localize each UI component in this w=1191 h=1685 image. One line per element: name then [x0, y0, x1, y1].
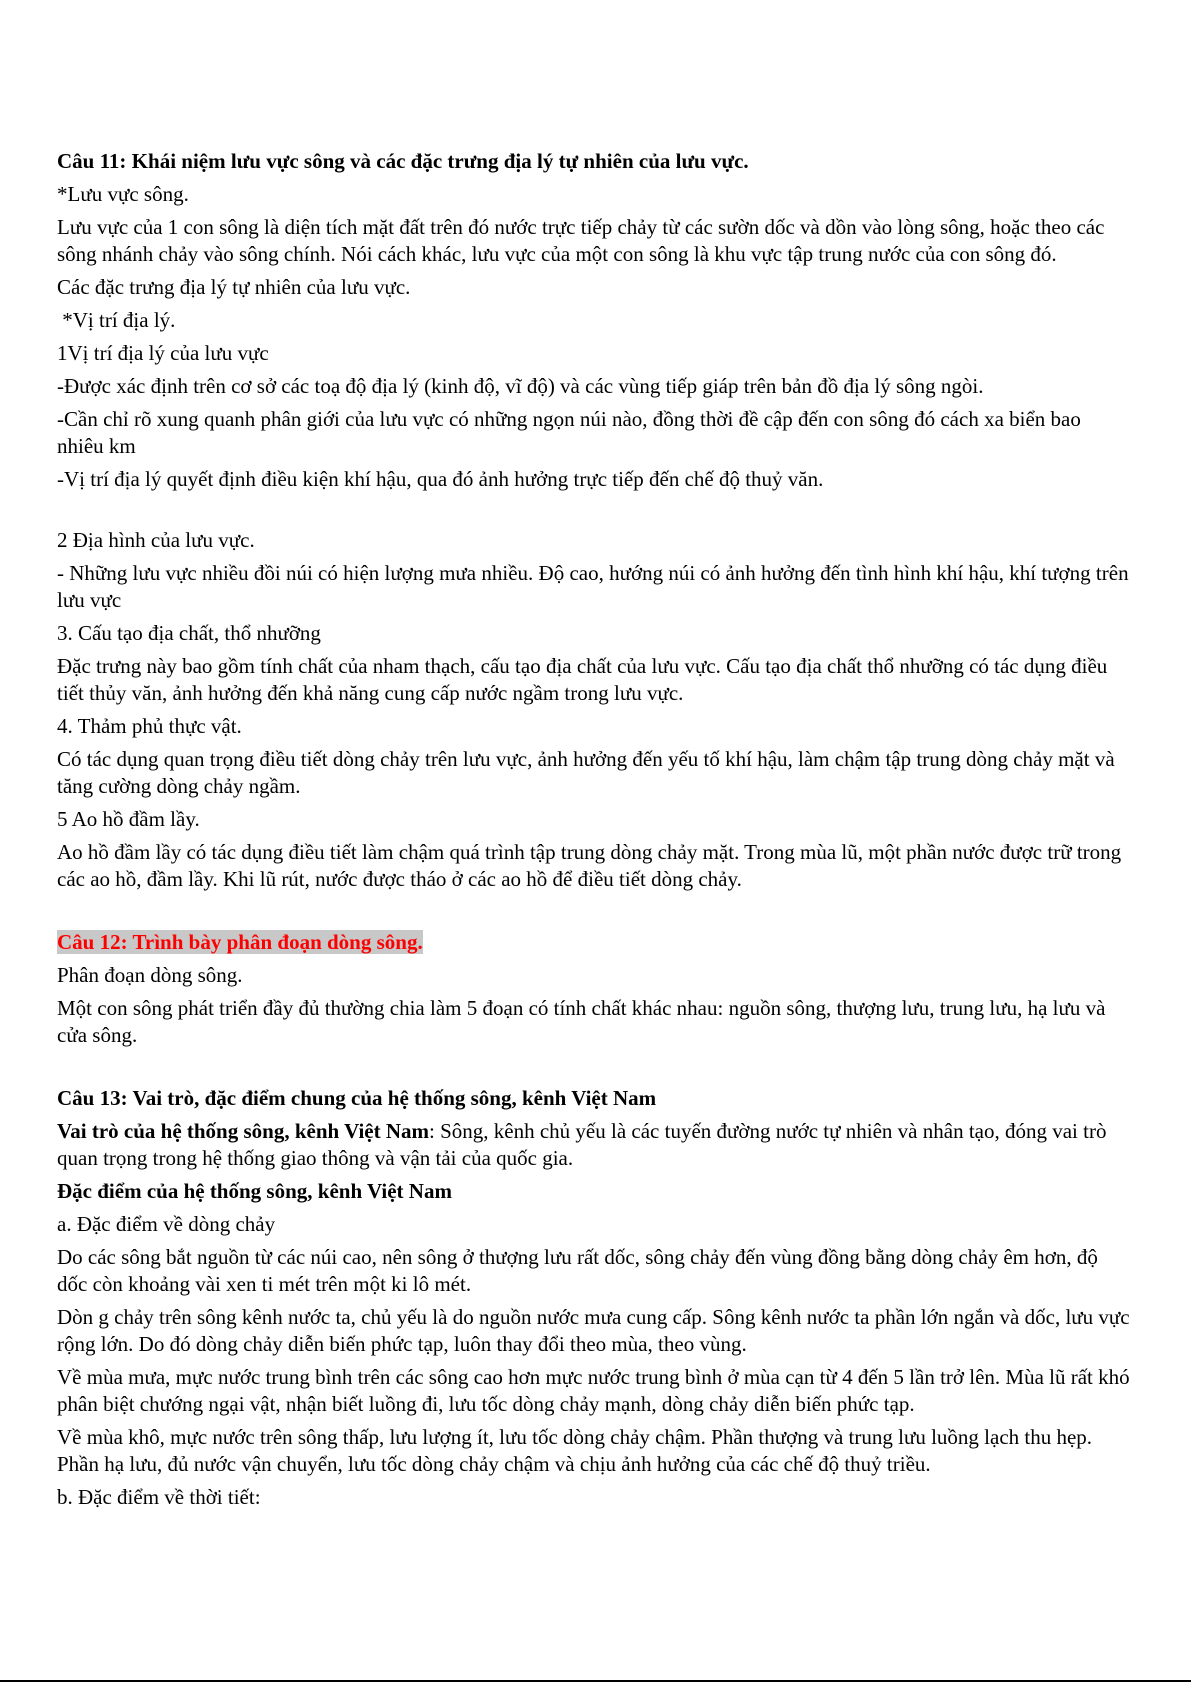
q11-terrain-text: - Những lưu vực nhiều đồi núi có hiện lượng mưa nhiều. Độ cao, hướng núi có ảnh hưởng đến tình hình khí hậu, khí tượng trên lưu vực — [57, 561, 1129, 612]
q11-terrain-heading: 2 Địa hình của lưu vực. — [57, 528, 255, 552]
q11-title: Câu 11: Khái niệm lưu vực sông và các đặc trưng địa lý tự nhiên của lưu vực. — [57, 149, 749, 173]
q11-features-heading: Các đặc trưng địa lý tự nhiên của lưu vực. — [57, 275, 411, 299]
spacer — [57, 1055, 1132, 1085]
q11-location-heading: *Vị trí địa lý. — [57, 308, 176, 332]
q11-vegetation-text: Có tác dụng quan trọng điều tiết dòng chảy trên lưu vực, ảnh hưởng đến yếu tố khí hậu, làm chậm tập trung dòng chảy mặt và tăng cường dòng chảy ngầm. — [57, 747, 1115, 798]
spacer — [57, 499, 1132, 527]
q12-subheading: Phân đoạn dòng sông. — [57, 963, 243, 987]
q11-location-1b: -Cần chỉ rõ xung quanh phân giới của lưu vực có những ngọn núi nào, đồng thời đề cập đến con sông đó cách xa biển bao nhiêu km — [57, 407, 1081, 458]
q13-role-label: Vai trò của hệ thống sông, kênh Việt Nam — [57, 1119, 430, 1143]
q13-flow-paragraph-3: Về mùa mưa, mực nước trung bình trên các sông cao hơn mực nước trung bình ở mùa cạn từ 4 đến 5 lần trở lên. Mùa lũ rất khó phân biệt chướng ngại vật, nhận biết luồng đi, lưu tốc dòng chảy mạnh, dòng chảy diễn biến phức tạp. — [57, 1365, 1130, 1416]
q12-title: Câu 12: Trình bày phân đoạn dòng sông. — [57, 930, 423, 954]
q13-flow-paragraph-1: Do các sông bắt nguồn từ các núi cao, nên sông ở thượng lưu rất dốc, sông chảy đến vùng đồng bằng dòng chảy êm hơn, độ dốc còn khoảng vài xen ti mét trên một ki lô mét. — [57, 1245, 1098, 1296]
q11-location-1c: -Vị trí địa lý quyết định điều kiện khí hậu, qua đó ảnh hưởng trực tiếp đến chế độ thuỷ văn. — [57, 467, 824, 491]
spacer — [57, 899, 1132, 929]
q13-flow-paragraph-2: Dòn g chảy trên sông kênh nước ta, chủ yếu là do nguồn nước mưa cung cấp. Sông kênh nước ta phần lớn ngắn và dốc, lưu vực rộng lớn. Do đó dòng chảy diễn biến phức tạp, luôn thay đổi theo mùa, theo vùng. — [57, 1305, 1130, 1356]
q13-title: Câu 13: Vai trò, đặc điểm chung của hệ thống sông, kênh Việt Nam — [57, 1086, 657, 1110]
q11-lakes-heading: 5 Ao hồ đầm lầy. — [57, 807, 200, 831]
q13-features-heading: Đặc điểm của hệ thống sông, kênh Việt Nam — [57, 1179, 452, 1203]
q12-text: Một con sông phát triển đầy đủ thường chia làm 5 đoạn có tính chất khác nhau: nguồn sông, thượng lưu, trung lưu, hạ lưu và cửa sông. — [57, 996, 1106, 1047]
q11-location-1a: -Được xác định trên cơ sở các toạ độ địa lý (kinh độ, vĩ độ) và các vùng tiếp giáp trên bản đồ địa lý sông ngòi. — [57, 374, 984, 398]
q13-role-text: : Sông, kênh chủ yếu là các tuyến đường nước tự nhiên và nhân tạo, đóng vai trò quan trọng trong hệ thống giao thông và vận tải của quốc gia. — [57, 1119, 1107, 1170]
page-bottom-rule — [0, 1680, 1191, 1682]
q11-lakes-text: Ao hồ đầm lầy có tác dụng điều tiết làm chậm quá trình tập trung dòng chảy mặt. Trong mùa lũ, một phần nước được trữ trong các ao hồ, đầm lầy. Khi lũ rút, nước được tháo ở các ao hồ để điều tiết dòng chảy. — [57, 840, 1122, 891]
q13-flow-paragraph-4: Về mùa khô, mực nước trên sông thấp, lưu lượng ít, lưu tốc dòng chảy chậm. Phần thượng và trung lưu luồng lạch thu hẹp. Phần hạ lưu, đủ nước vận chuyển, lưu tốc dòng chảy chậm và chịu ảnh hưởng của các chế độ thuỷ triều. — [57, 1425, 1093, 1476]
document-page — [57, 148, 1132, 1517]
q11-geology-heading: 3. Cấu tạo địa chất, thổ nhưỡng — [57, 621, 321, 645]
q13-flow-heading: a. Đặc điểm về dòng chảy — [57, 1212, 276, 1236]
q11-subheading-river-basin: *Lưu vực sông. — [57, 182, 189, 206]
q13-weather-heading: b. Đặc điểm về thời tiết: — [57, 1485, 261, 1509]
q11-definition: Lưu vực của 1 con sông là diện tích mặt đất trên đó nước trực tiếp chảy từ các sườn dốc và dồn vào lòng sông, hoặc theo các sông nhánh chảy vào sông chính. Nói cách khác, lưu vực của một con sông là khu vực tập trung nước của con sông đó. — [57, 215, 1105, 266]
q13-role-paragraph — [57, 1118, 1132, 1172]
q11-geology-text: Đặc trưng này bao gồm tính chất của nham thạch, cấu tạo địa chất của lưu vực. Cấu tạo địa chất thổ nhưỡng có tác dụng điều tiết thủy văn, ảnh hưởng đến khả năng cung cấp nước ngầm trong lưu vực. — [57, 654, 1108, 705]
q11-vegetation-heading: 4. Thảm phủ thực vật. — [57, 714, 242, 738]
q11-location-1-heading: 1Vị trí địa lý của lưu vực — [57, 341, 269, 365]
